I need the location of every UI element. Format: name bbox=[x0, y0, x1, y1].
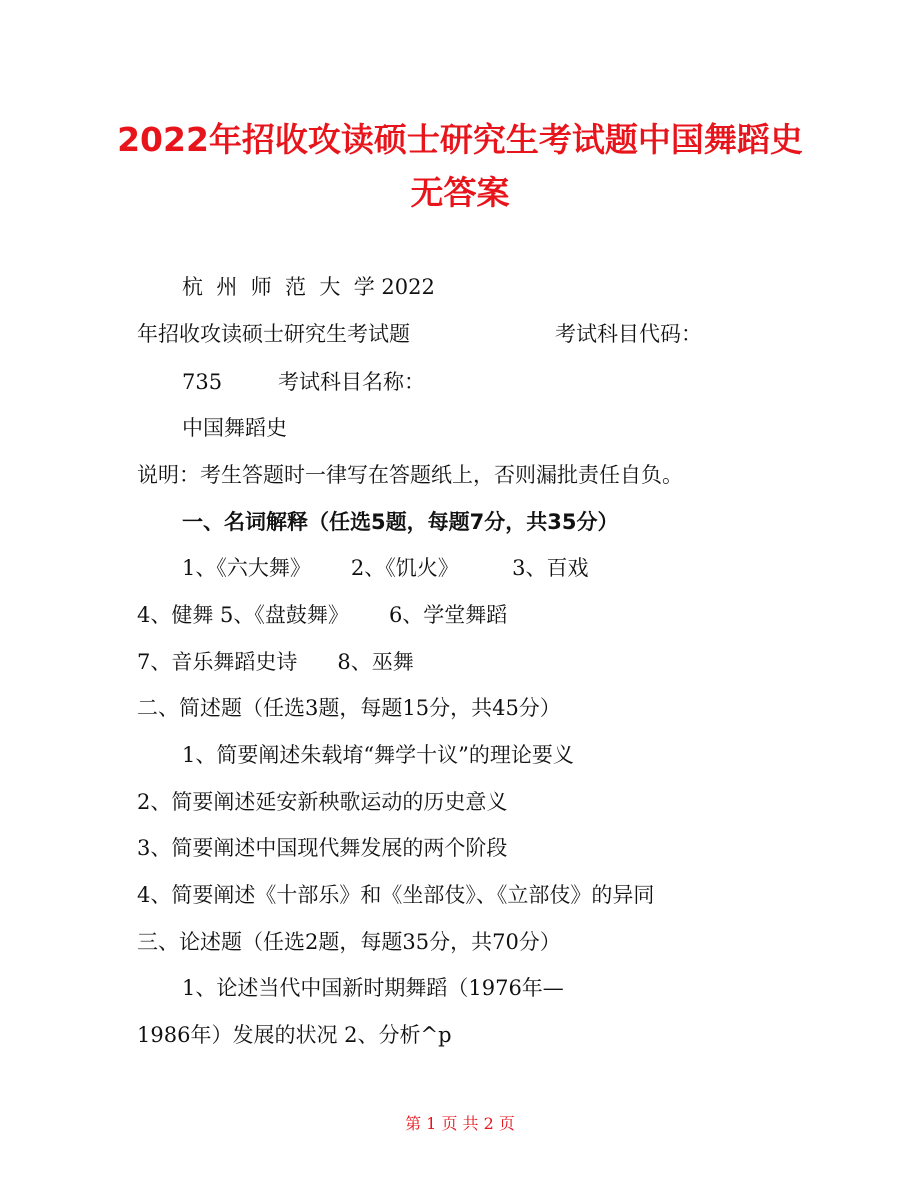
subject-name-value: 中国舞蹈史 bbox=[182, 416, 287, 440]
section-1-line-3: 7、音乐舞蹈史诗 8、巫舞 bbox=[137, 650, 414, 674]
section-2-line-4: 4、简要阐述《十部乐》和《坐部伎》、《立部伎》的异同 bbox=[137, 883, 655, 907]
subject-code-label: 考试科目代码： bbox=[555, 322, 702, 346]
section-2-line-2: 2、简要阐述延安新秧歌运动的历史意义 bbox=[137, 790, 508, 814]
section-1-line-2: 4、健舞 5、《盘鼓舞》 6、学堂舞蹈 bbox=[137, 603, 508, 627]
section-1-heading: 一、名词解释（任选5题，每题7分，共35分） bbox=[182, 510, 619, 534]
subject-name-label: 考试科目名称： bbox=[278, 370, 425, 394]
document-title-line-1: 2022年招收攻读硕士研究生考试题中国舞蹈史 bbox=[117, 120, 803, 159]
document-title-line-2: 无答案 bbox=[410, 173, 510, 212]
section-1-line-1: 1、《六大舞》 2、《饥火》 3、百戏 bbox=[182, 556, 589, 580]
school-name: 杭 州 师 范 大 学 2022 bbox=[182, 275, 435, 299]
section-3-line-2: 1986年）发展的状况 2、分析^p bbox=[137, 1023, 452, 1047]
exam-instruction: 说明：考生答题时一律写在答题纸上，否则漏批责任自负。 bbox=[137, 463, 683, 487]
section-2-line-1: 1、简要阐述朱载堉“舞学十议”的理论要义 bbox=[182, 743, 574, 767]
page-number-footer: 第 1 页 共 2 页 bbox=[405, 1114, 515, 1133]
subject-code-value: 735 bbox=[182, 370, 223, 394]
section-2-heading: 二、简述题（任选3题，每题15分，共45分） bbox=[137, 696, 561, 720]
section-3-heading: 三、论述题（任选2题，每题35分，共70分） bbox=[137, 930, 561, 954]
section-3-line-1: 1、论述当代中国新时期舞蹈（1976年— bbox=[182, 976, 564, 1000]
section-2-line-3: 3、简要阐述中国现代舞发展的两个阶段 bbox=[137, 836, 508, 860]
exam-title: 年招收攻读硕士研究生考试题 bbox=[137, 322, 410, 346]
